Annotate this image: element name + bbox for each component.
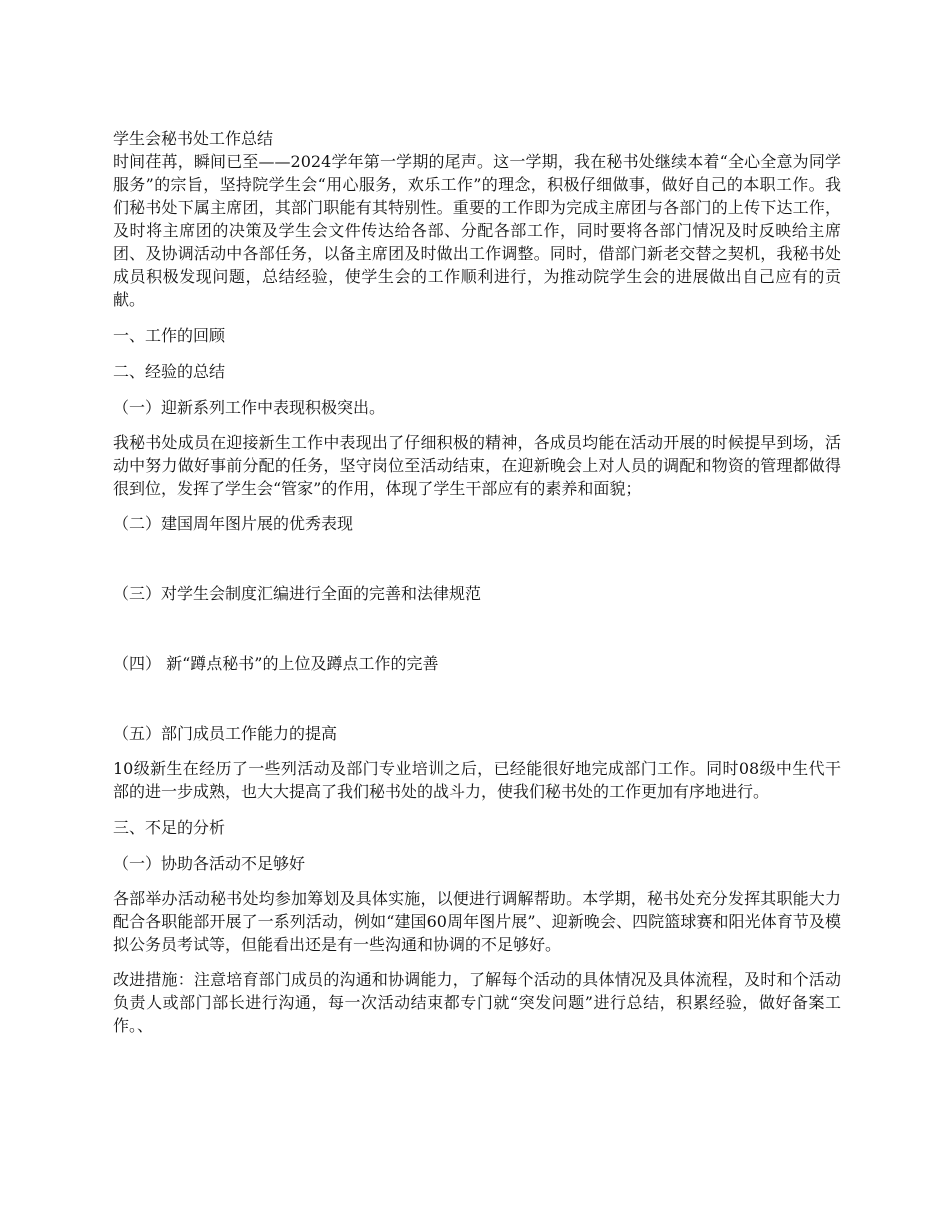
subheading-activity-assist: （一）协助各活动不足够好 bbox=[113, 854, 306, 873]
section-heading-review: 一、工作的回顾 bbox=[113, 326, 226, 345]
paragraph-improvements: 改进措施：注意培育部门成员的沟通和协调能力，了解每个活动的具体情况及具体流程，及时和个活动负责人或部门部长进行沟通，每一次活动结束都专门就“突发问题”进行总结，积累经验，做好备案工作。、 bbox=[113, 970, 841, 1035]
section-heading-shortcomings: 三、不足的分析 bbox=[113, 818, 226, 837]
paragraph-welcome-work: 我秘书处成员在迎接新生工作中表现出了仔细积极的精神，各成员均能在活动开展的时候提早到场，活动中努力做好事前分配的任务，坚守岗位至活动结束，在迎新晚会上对人员的调配和物资的管理都做得很到位，发挥了学生会“管家”的作用，体现了学生干部应有的素养和面貌； bbox=[113, 433, 841, 498]
subheading-regulations: （三）对学生会制度汇编进行全面的完善和法律规范 bbox=[113, 584, 482, 603]
document-page bbox=[113, 127, 841, 1037]
paragraph-activity-assist: 各部举办活动秘书处均参加筹划及具体实施，以便进行调解帮助。本学期，秘书处充分发挥其职能大力配合各职能部开展了一系列活动，例如“建国60周年图片展”、迎新晚会、四院篮球赛和阳光体育节及模拟公务员考试等，但能看出还是有一些沟通和协调的不足够好。 bbox=[113, 889, 841, 954]
paragraph-member-ability: 10级新生在经历了一些列活动及部门专业培训之后，已经能很好地完成部门工作。同时08级中生代干部的进一步成熟，也大大提高了我们秘书处的战斗力，使我们秘书处的工作更加有序地进行。 bbox=[113, 759, 841, 801]
intro-paragraph: 时间荏苒，瞬间已至——2024学年第一学期的尾声。这一学期，我在秘书处继续本着“全心全意为同学服务”的宗旨，坚持院学生会“用心服务，欢乐工作”的理念，积极仔细做事，做好自己的本职工作。我们秘书处下属主席团，其部门职能有其特别性。重要的工作即为完成主席团与各部门的上传下达工作，及时将主席团的决策及学生会文件传达给各部、分配各部工作，同时要将各部门情况及时反映给主席团、及协调活动中各部任务，以备主席团及时做出工作调整。同时，借部门新老交替之契机，我秘书处成员积极发现问题，总结经验，使学生会的工作顺利进行，为推动院学生会的进展做出自己应有的贡献。 bbox=[113, 152, 841, 309]
subheading-welcome-work: （一）迎新系列工作中表现积极突出。 bbox=[113, 398, 386, 417]
subheading-member-ability: （五）部门成员工作能力的提高 bbox=[113, 724, 338, 743]
section-heading-experience: 二、经验的总结 bbox=[113, 362, 226, 381]
document-title: 学生会秘书处工作总结 bbox=[113, 129, 274, 148]
subheading-photo-exhibition: （二）建国周年图片展的优秀表现 bbox=[113, 514, 354, 533]
subheading-secretary-duty: （四） 新“蹲点秘书”的上位及蹲点工作的完善 bbox=[113, 654, 439, 673]
